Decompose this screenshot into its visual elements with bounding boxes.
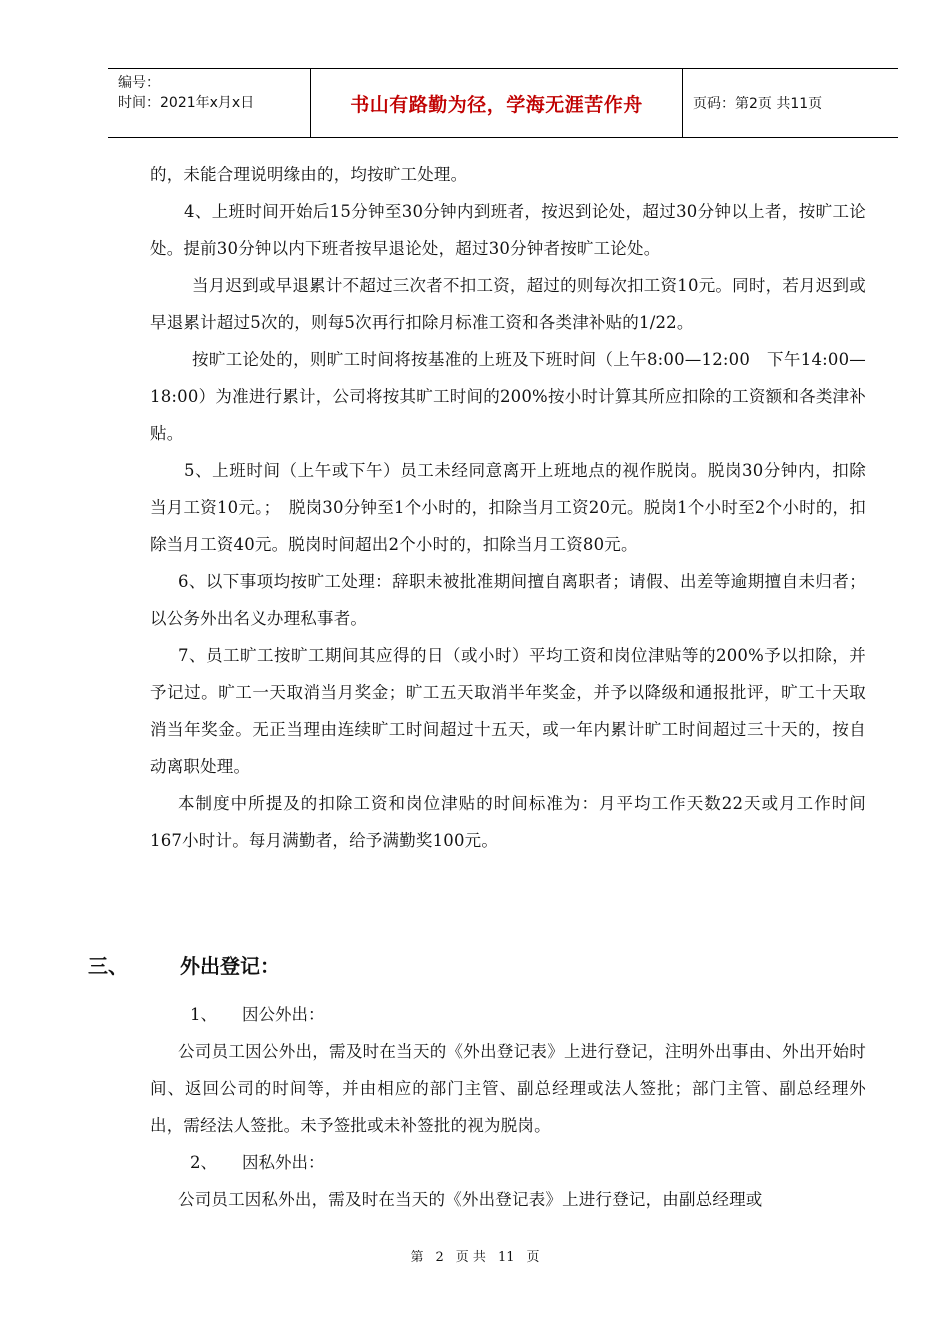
paragraph: 4、上班时间开始后15分钟至30分钟内到班者，按迟到论处，超过30分钟以上者，按旷工论处。提前30分钟以内下班者按早退论处，超过30分钟者按旷工论处。 [150, 202, 866, 258]
footer-prefix: 第 [410, 1250, 424, 1265]
section-body [150, 996, 866, 1218]
header-page-cell [683, 69, 898, 137]
header-motto-cell [310, 69, 683, 137]
subsection-heading [150, 1144, 866, 1181]
page-info: 页码：第2页 共11页 [693, 96, 823, 112]
section-title: 外出登记： [180, 954, 280, 978]
page-footer [0, 1246, 950, 1265]
subsection-number: 1、 [190, 1005, 217, 1024]
motto: 书山有路勤为径，学海无涯苦作舟 [350, 93, 643, 116]
paragraph: 5、上班时间（上午或下午）员工未经同意离开上班地点的视作脱岗。脱岗30分钟内，扣除当月工资10元。； 脱岗30分钟至1个小时的，扣除当月工资20元。脱岗1个小时至2个小时的，扣除当月工资40元。脱岗时间超出2个小时的，扣除当月工资80元。 [150, 461, 866, 554]
paragraph: 6、以下事项均按旷工处理：辞职未被批准期间擅自离职者；请假、出差等逾期擅自未归者；以公务外出名义办理私事者。 [150, 572, 866, 628]
paragraph: 7、员工旷工按旷工期间其应得的日（或小时）平均工资和岗位津贴等的200%予以扣除，并予记过。旷工一天取消当月奖金；旷工五天取消半年奖金，并予以降级和通报批评，旷工十天取消当年奖金。无正当理由连续旷工时间超过十五天，或一年内累计旷工时间超过三十天的，按自动离职处理。 [150, 646, 866, 776]
subsection-title: 因私外出： [242, 1153, 325, 1172]
footer-middle: 页 共 [455, 1250, 486, 1265]
page-header [108, 68, 898, 138]
paragraph: 的，未能合理说明缘由的，均按旷工处理。 [150, 165, 468, 184]
footer-suffix: 页 [526, 1250, 540, 1265]
header-meta [108, 69, 310, 137]
subsection-heading [150, 996, 866, 1033]
section-heading [88, 950, 280, 979]
section-number: 三、 [88, 954, 128, 978]
subsection-title: 因公外出： [242, 1005, 325, 1024]
paragraph: 公司员工因公外出，需及时在当天的《外出登记表》上进行登记，注明外出事由、外出开始时间、返回公司的时间等，并由相应的部门主管、副总经理或法人签批；部门主管、副总经理外出，需经法人签批。未予签批或未补签批的视为脱岗。 [150, 1042, 866, 1135]
paragraph: 公司员工因私外出，需及时在当天的《外出登记表》上进行登记，由副总经理或 [178, 1190, 763, 1209]
footer-total: 11 [497, 1250, 515, 1265]
paragraph: 按旷工论处的，则旷工时间将按基准的上班及下班时间（上午8:00—12:00 下午14:00—18:00）为准进行累计，公司将按其旷工时间的200%按小时计算其所应扣除的工资额和各类津补贴。 [150, 350, 866, 443]
date-label: 时间：2021年x月x日 [118, 95, 255, 111]
serial-label: 编号： [118, 75, 160, 91]
subsection-number: 2、 [190, 1153, 217, 1172]
footer-page: 2 [435, 1250, 444, 1265]
body-text [150, 156, 866, 859]
paragraph: 本制度中所提及的扣除工资和岗位津贴的时间标准为：月平均工作天数22天或月工作时间167小时计。每月满勤者，给予满勤奖100元。 [150, 794, 866, 850]
paragraph: 当月迟到或早退累计不超过三次者不扣工资，超过的则每次扣工资10元。同时，若月迟到或早退累计超过5次的，则每5次再行扣除月标准工资和各类津补贴的1/22。 [150, 276, 866, 332]
